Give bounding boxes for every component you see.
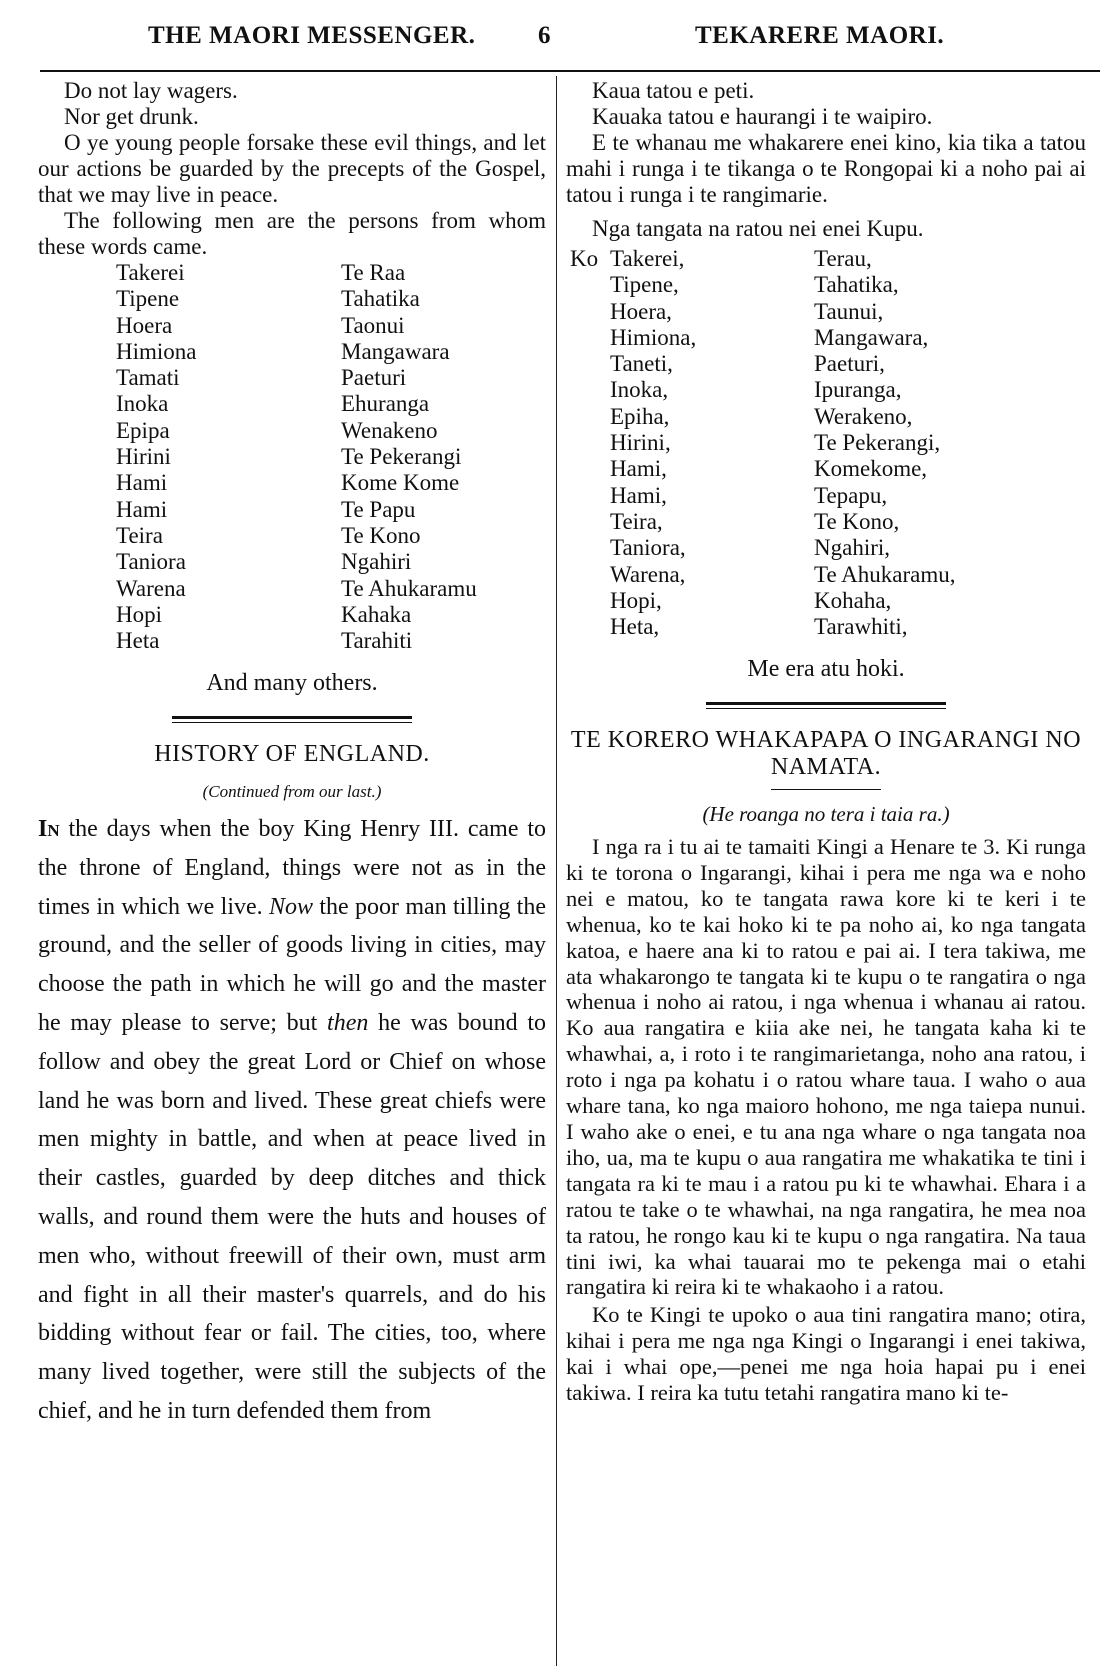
many-others-line-maori: Me era atu hoki. xyxy=(747,656,905,682)
intro-line-1-maori: Kaua tatou e peti. xyxy=(592,78,755,103)
signatory-name-7: Hirini xyxy=(116,444,171,470)
history-body xyxy=(38,810,546,1431)
signatory-name-maori-9: Hami, xyxy=(610,482,667,508)
signatory-name-maori-13: Kohaha, xyxy=(814,587,892,613)
signatory-name-3: Mangawara xyxy=(341,338,450,364)
signatories-list xyxy=(38,260,546,666)
section-divider-maori xyxy=(706,702,946,709)
signatory-name-maori-1: Tipene, xyxy=(610,272,679,298)
signatories-column-2 xyxy=(341,260,477,654)
maori-column xyxy=(566,78,1086,1406)
signatories-column-1-maori xyxy=(610,246,696,640)
page-header xyxy=(0,22,1114,62)
signatory-name-maori-12: Te Ahukaramu, xyxy=(814,561,956,587)
masthead-maori: TEKARERE MAORI. xyxy=(695,22,945,49)
signatory-name-13: Kahaka xyxy=(341,601,412,627)
intro-line-2: Nor get drunk. xyxy=(64,104,199,129)
signatory-name-maori-14: Heta, xyxy=(610,614,660,640)
signatory-name-maori-11: Taniora, xyxy=(610,535,686,561)
section-divider xyxy=(172,716,412,723)
signatory-name-14: Tarahiti xyxy=(341,628,413,654)
title-underline xyxy=(771,789,881,790)
signatory-name-9: Te Papu xyxy=(341,496,416,522)
header-rule xyxy=(40,70,1100,72)
signatory-name-maori-8: Komekome, xyxy=(814,456,928,482)
history-subtitle-maori: (He roanga no tera i taia ra.) xyxy=(702,802,950,826)
history-word-now: Now xyxy=(268,893,313,920)
history-body-maori-p2: Ko te Kingi te upoko o aua tini rangatira mano; otira, kihai i pera me nga nga Kingi o Ingarangi i enei takiwa, kai i whai ope,—penei me nga hoia hapai pu i enei takiwa. I reira ka tutu tetahi rangatira mano ki te- xyxy=(566,1302,1086,1406)
signatory-name-3: Himiona xyxy=(116,338,197,364)
signatory-name-maori-9: Tepapu, xyxy=(814,482,888,508)
signatory-name-maori-8: Hami, xyxy=(610,456,667,482)
exhortation-paragraph-maori: E te whanau me whakarere enei kino, kia tika a tatou mahi i runga i te tikanga o te Rongopai ki a noho pai ai tatou i runga i te rangimarie. xyxy=(566,130,1086,207)
signatory-name-13: Hopi xyxy=(116,601,162,627)
signatory-name-12: Warena xyxy=(116,575,186,601)
names-prefix: Ko xyxy=(570,246,599,271)
signatory-name-6: Wenakeno xyxy=(341,417,438,443)
signatory-name-maori-1: Tahatika, xyxy=(814,272,899,298)
signatories-column-1 xyxy=(116,260,197,654)
history-title: HISTORY OF ENGLAND. xyxy=(154,741,430,767)
exhortation-paragraph: O ye young people forsake these evil things, and let our actions be guarded by the precepts of the Gospel, that we may live in peace. xyxy=(38,130,546,207)
signatory-name-7: Te Pekerangi xyxy=(341,444,462,470)
signatory-name-10: Teira xyxy=(116,522,163,548)
signatory-name-2: Hoera xyxy=(116,312,173,338)
history-text-c: he was bound to follow and obey the great Lord or Chief on whose land he was born and lived. These great chiefs were men mighty in battle, and when at peace lived in their castles, guarded by deep ditches and thick walls, and round them were the huts and houses of men who, without freewill of their own, must arm and fight in all their master's quarrels, and do his bidding without fear or fail. The cities, too, where many lived together, were still the subjects of the chief, and he in turn defended them from xyxy=(38,1009,546,1424)
signatory-name-0: Takerei xyxy=(116,260,185,285)
signatories-column-2-maori xyxy=(814,246,955,640)
masthead-english: THE MAORI MESSENGER. xyxy=(148,22,476,49)
intro-line-1: Do not lay wagers. xyxy=(64,78,238,103)
signatory-name-11: Ngahiri xyxy=(341,549,412,575)
signatories-list-maori xyxy=(566,246,1086,652)
signatory-name-maori-0: Terau, xyxy=(814,246,872,271)
signatory-name-maori-5: Inoka, xyxy=(610,377,669,403)
signatory-name-0: Te Raa xyxy=(341,260,406,285)
many-others-line: And many others. xyxy=(206,670,378,696)
signatory-name-maori-14: Tarawhiti, xyxy=(814,614,908,640)
signatory-name-1: Tahatika xyxy=(341,286,420,312)
signatory-name-4: Tamati xyxy=(116,365,180,391)
signatory-name-1: Tipene xyxy=(116,286,180,312)
history-body-maori-p1: I nga ra i tu ai te tamaiti Kingi a Henare te 3. Ki runga ki te torona o Ingarangi, kihai i pera me nga wa e noho nei e matou, ko te tangata rawa kore ki te keri i te whenua, ko te kai hoko ki te pa noho ai, ko nga tangata katoa, e haere ana ki to ratou e pai ai. I tera takiwa, me ata whakarongo te tangata ki te kupu o te rangatira o nga whenua i noho ai ratou, i nga whenua i whanau ai ratou. Ko aua rangatira e kiia ake nei, he tangata kaha ki te whawhai, a, i roto i te rangimarietanga, noho ana ratou, i roto i nga pa kohatu i o ratou whare taua. I waho o aua whare tana, ko nga maioro hohono, me nga taiepa nunui. I waho ake o enei, e tu ana nga whare o nga tangata noa iho, ua, ma te kupu o aua rangatira me whakatika te tini i tangata ra ki te mau i a ratou pu ki te whawhai. Ehara i a ratou te take o te whawhai, na nga rangatira, he mea noa ta ratou, he rongo kau ki te kupu o nga rangatira. Na taua tini iwi, ka whai tauarai mo te pekenga mai o etahi rangatira ki reira ki te whakaoho i a ratou. xyxy=(566,834,1086,1300)
signatory-name-9: Hami xyxy=(116,496,168,522)
column-divider xyxy=(556,76,557,1666)
signatory-name-maori-11: Ngahiri, xyxy=(814,535,891,561)
signatory-name-maori-10: Te Kono, xyxy=(814,508,900,534)
signatory-name-8: Hami xyxy=(116,470,168,496)
signatory-name-maori-6: Werakeno, xyxy=(814,403,913,429)
signatory-name-maori-10: Teira, xyxy=(610,508,663,534)
signatory-name-maori-7: Hirini, xyxy=(610,430,671,456)
signatory-name-8: Kome Kome xyxy=(341,470,460,496)
drop-lead: In xyxy=(38,816,60,842)
english-column xyxy=(38,78,546,1431)
page-number: 6 xyxy=(538,22,551,49)
history-title-maori: TE KORERO WHAKAPAPA O INGARANGI NO NAMATA. xyxy=(570,727,1082,780)
history-subtitle: (Continued from our last.) xyxy=(202,782,382,801)
signatory-name-maori-12: Warena, xyxy=(610,561,686,587)
history-text-a: the days when the boy King Henry III. came to the throne of England, things were not as in the times in which we live. xyxy=(38,816,546,920)
intro-line-2-maori: Kauaka tatou e haurangi i te waipiro. xyxy=(592,104,933,129)
signatory-name-maori-4: Taneti, xyxy=(610,351,673,377)
history-word-then: then xyxy=(327,1009,369,1036)
signatories-intro: The following men are the persons from whom these words came. xyxy=(38,208,546,259)
signatories-intro-maori: Nga tangata na ratou nei enei Kupu. xyxy=(592,216,924,241)
signatory-name-4: Paeturi xyxy=(341,365,407,391)
signatory-name-6: Epipa xyxy=(116,417,170,443)
signatory-name-maori-3: Mangawara, xyxy=(814,324,929,350)
signatory-name-maori-2: Taunui, xyxy=(814,298,884,324)
signatory-name-5: Inoka xyxy=(116,391,169,417)
signatory-name-2: Taonui xyxy=(341,312,405,338)
signatory-name-maori-0: Takerei, xyxy=(610,246,685,271)
signatory-name-12: Te Ahukaramu xyxy=(341,575,477,601)
signatory-name-maori-3: Himiona, xyxy=(610,324,697,350)
signatory-name-maori-13: Hopi, xyxy=(610,587,662,613)
signatory-name-5: Ehuranga xyxy=(341,391,430,417)
history-text-b: the poor man tilling the ground, and the seller of goods living in cities, may choose the path in which he will go and the master he may please to serve; but xyxy=(38,893,546,1036)
signatory-name-maori-5: Ipuranga, xyxy=(814,377,902,403)
signatory-name-maori-4: Paeturi, xyxy=(814,351,885,377)
signatory-name-14: Heta xyxy=(116,628,160,654)
signatory-name-maori-2: Hoera, xyxy=(610,298,672,324)
signatory-name-maori-7: Te Pekerangi, xyxy=(814,430,941,456)
signatory-name-11: Taniora xyxy=(116,549,186,575)
signatory-name-10: Te Kono xyxy=(341,522,421,548)
signatory-name-maori-6: Epiha, xyxy=(610,403,670,429)
